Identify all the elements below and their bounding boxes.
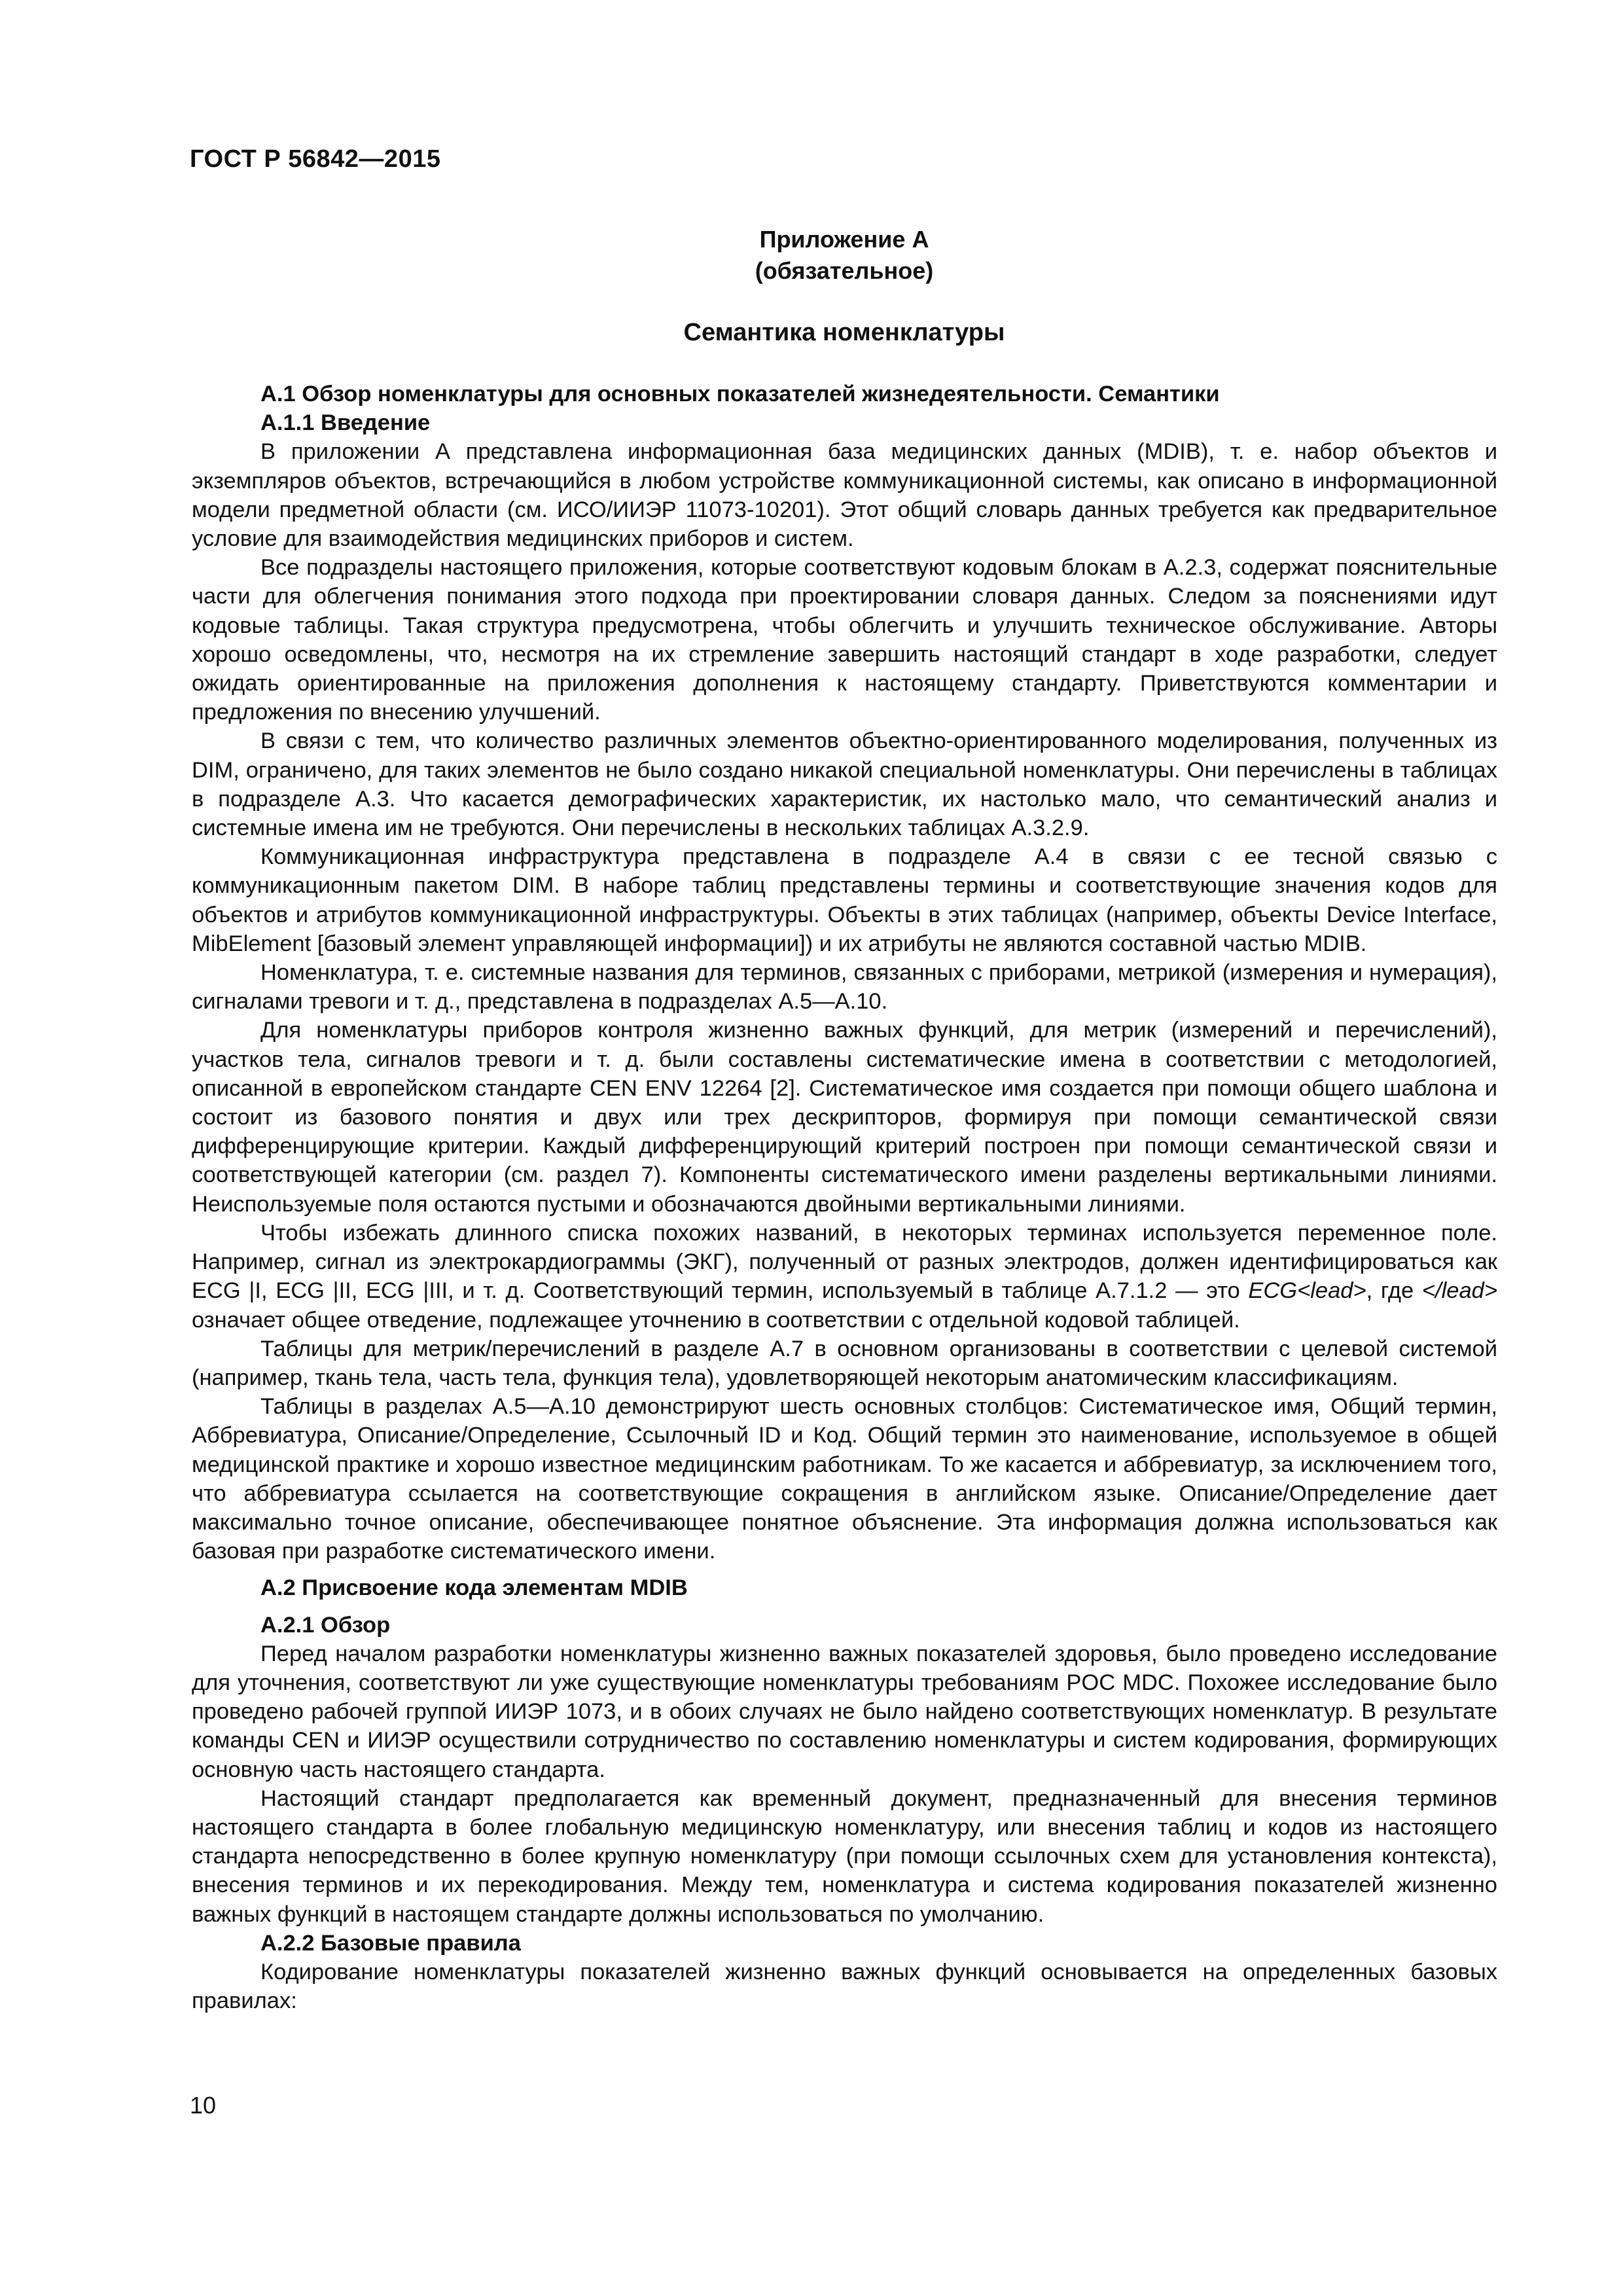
paragraph: Перед началом разработки номенклатуры жизненно важных показателей здоровья, было проведено исследование для уточнения, соответствуют ли уже существующие номенклатуры требованиям POC MDC. Похожее исследование было проведено рабочей группой ИИЭР 1073, и в обоих случаях не было найдено соответствующих номенклатур. В результате команды CEN и ИИЭР осуществили сотрудничество по составлению номенклатуры и систем кодирования, формирующих основную часть настоящего стандарта. (192, 1641, 1497, 1782)
paragraph (192, 1219, 1497, 1335)
body-text (192, 380, 1497, 2015)
paragraph: Для номенклатуры приборов контроля жизненно важных функций, для метрик (измерений и перечислений), участков тела, сигналов тревоги и т. д. были составлены систематические имена в соответствии с методологией, описанной в европейском стандарте CEN ENV 12264 [2]. Систематическое имя создается при помощи общего шаблона и состоит из базового понятия и двух или трех дескрипторов, формируя при помощи семантической связи дифференцирующие критерии. Каждый дифференцирующий критерий построен при помощи семантической связи и соответствующей категории (см. раздел 7). Компоненты систематического имени разделены вертикальными линиями. Неиспользуемые поля остаются пустыми и обозначаются двойными вертикальными линиями. (192, 1018, 1497, 1217)
paragraph: Таблицы для метрик/перечислений в разделе А.7 в основном организованы в соответствии с целевой системой (например, ткань тела, часть тела, функция тела), удовлетворяющей некоторым анатомическим классификациям. (192, 1336, 1497, 1390)
paragraph-text: Чтобы избежать длинного списка похожих названий, в некоторых терминах используется переменное поле. Например, сигнал из электрокардиограммы (ЭКГ), полученный от разных электродов, должен идентифицироваться как ECG |I, ECG |II, ECG |III, и т. д. Соответствующий термин, используемый в таблице А.7.1.2 — это (192, 1220, 1497, 1304)
paragraph-text: , где (1366, 1278, 1422, 1304)
lead-term: </lead> (1421, 1278, 1497, 1304)
paragraph: Коммуникационная инфраструктура представлена в подразделе А.4 в связи с ее тесной связью с коммуникационным пакетом DIM. В наборе таблиц представлены термины и соответствующие значения кодов для объектов и атрибутов коммуникационной инфраструктуры. Объекты в этих таблицах (например, объекты Device Interface, MibElement [базовый элемент управляющей информации]) и их атрибуты не являются составной частью MDIB. (192, 844, 1497, 956)
lead-term: ECG<lead> (1248, 1278, 1366, 1304)
paragraph: Кодирование номенклатуры показателей жизненно важных функций основывается на определенных базовых правилах: (192, 1959, 1497, 2014)
heading-a2: А.2 Присвоение кода элементам MDIB (260, 1575, 688, 1601)
paragraph: Таблицы в разделах А.5—А.10 демонстрируют шесть основных столбцов: Систематическое имя, Общий термин, Аббревиатура, Описание/Определение, Ссылочный ID и Код. Общий термин это наименование, используемое в общей медицинской практике и хорошо известное медицинским работникам. То же касается и аббревиатур, за исключением того, что аббревиатура ссылается на соответствующие сокращения в английском языке. Описание/Определение дает максимально точное описание, обеспечивающее понятное объяснение. Эта информация должна использоваться как базовая при разработке систематического имени. (192, 1394, 1497, 1564)
paragraph: В приложении А представлена информационная база медицинских данных (MDIB), т. е. набор объектов и экземпляров объектов, встречающийся в любом устройстве коммуникационной системы, как описано в информационной модели предметной области (см. ИСО/ИИЭР 11073-10201). Этот общий словарь данных требуется как предварительное условие для взаимодействия медицинских приборов и систем. (192, 439, 1497, 552)
paragraph-text: означает общее отведение, подлежащее уточнению в соответствии с отдельной кодовой таблицей. (192, 1307, 1240, 1333)
paragraph: Настоящий стандарт предполагается как временный документ, предназначенный для внесения терминов настоящего стандарта в более глобальную медицинскую номенклатуру, или внесения таблиц и кодов из настоящего стандарта непосредственно в более крупную номенклатуру (при помощи ссылочных схем для установления контекста), внесения терминов и их перекодирования. Между тем, номенклатура и система кодирования показателей жизненно важных функций в настоящем стандарте должны использоваться по умолчанию. (192, 1785, 1497, 1927)
appendix-status: (обязательное) (755, 257, 934, 284)
document-code: ГОСТ Р 56842—2015 (190, 145, 441, 173)
appendix-name: Семантика номенклатуры (683, 319, 1005, 346)
page-number: 10 (190, 2092, 217, 2119)
appendix-title: Приложение А (759, 226, 929, 253)
paragraph: Все подразделы настоящего приложения, которые соответствуют кодовым блокам в А.2.3, содержат пояснительные части для облегчения понимания этого подхода при проектировании словаря данных. Следом за пояснениями идут кодовые таблицы. Такая структура предусмотрена, чтобы облегчить и улучшить техническое обслуживание. Авторы хорошо осведомлены, что, несмотря на их стремление завершить настоящий стандарт в ходе разработки, следует ожидать ориентированные на приложения дополнения к настоящему стандарту. Приветствуются комментарии и предложения по внесению улучшений. (192, 555, 1497, 725)
paragraph: В связи с тем, что количество различных элементов объектно-ориентированного моделирования, полученных из DIM, ограничено, для таких элементов не было создано никакой специальной номенклатуры. Они перечислены в таблицах в подразделе А.3. Что касается демографических характеристик, их настолько мало, что семантический анализ и системные имена им не требуются. Они перечислены в нескольких таблицах А.3.2.9. (192, 728, 1497, 841)
heading-a2-2: А.2.2 Базовые правила (260, 1930, 521, 1956)
heading-a2-1: А.2.1 Обзор (260, 1612, 391, 1638)
heading-a1: А.1 Обзор номенклатуры для основных показателей жизнедеятельности. Семантики (260, 382, 1220, 406)
heading-a1-1: А.1.1 Введение (260, 410, 431, 436)
paragraph: Номенклатура, т. е. системные названия для терминов, связанных с приборами, метрикой (измерения и нумерация), сигналами тревоги и т. д., представлена в подразделах А.5—А.10. (192, 960, 1497, 1014)
